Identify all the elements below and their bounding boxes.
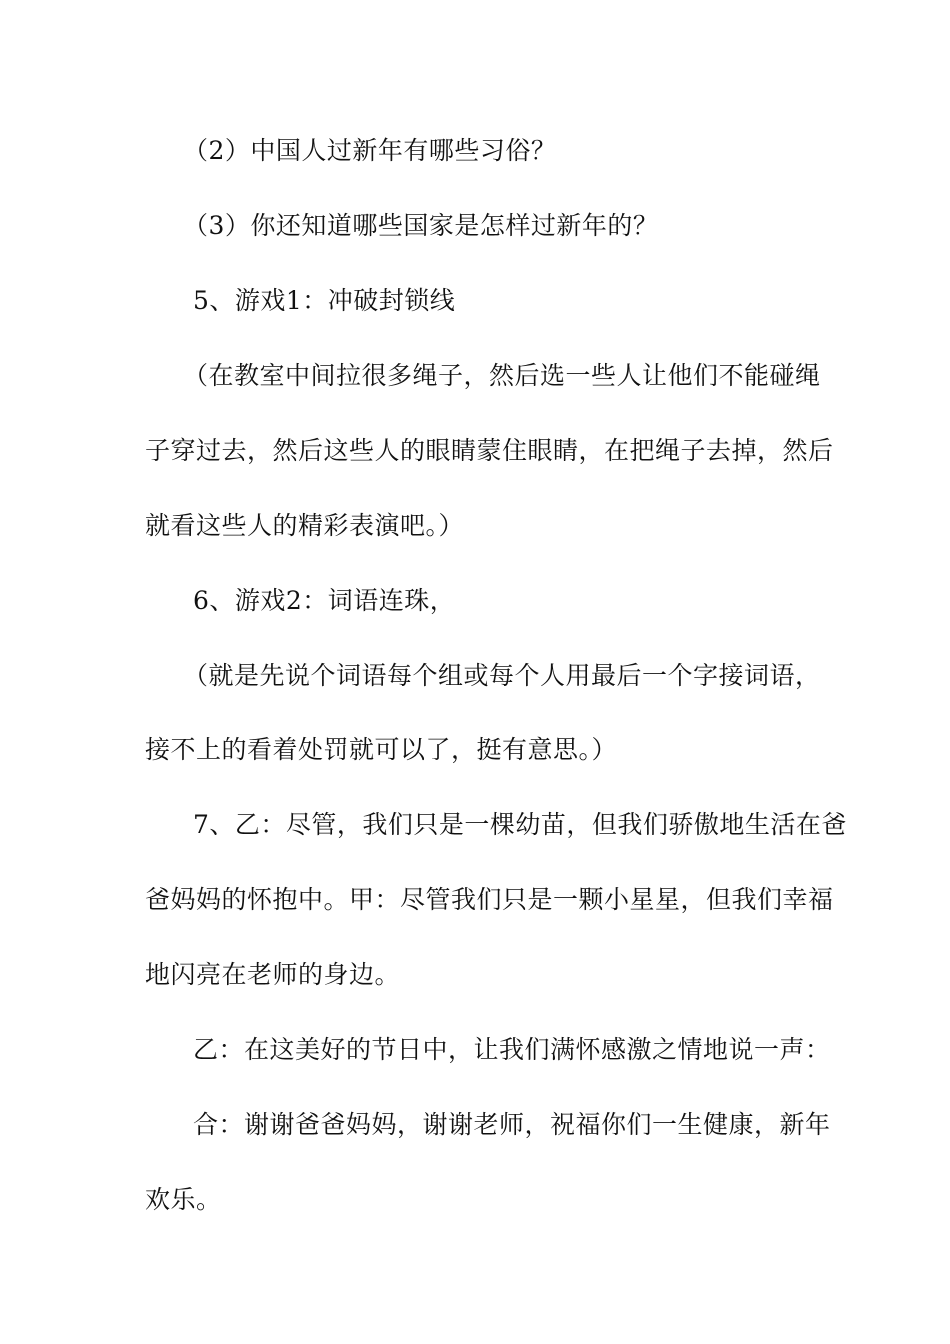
text-line: （2）中国人过新年有哪些习俗？ [183,136,557,165]
text-line: 爸妈妈的怀抱中。甲：尽管我们只是一颗小星星，但我们幸福 [145,885,834,914]
text-line: 就看这些人的精彩表演吧。） [145,511,465,540]
text-line: 乙：在这美好的节日中，让我们满怀感激之情地说一声： [193,1035,831,1064]
text-line: （3）你还知道哪些国家是怎样过新年的？ [183,211,659,240]
text-line: （就是先说个词语每个组或每个人用最后一个字接词语， [183,661,821,690]
text-line: 子穿过去，然后这些人的眼睛蒙住眼睛，在把绳子去掉，然后 [145,436,834,465]
text-line: 7、乙：尽管，我们只是一棵幼苗，但我们骄傲地生活在爸 [193,810,847,839]
text-line: 合：谢谢爸爸妈妈，谢谢老师，祝福你们一生健康，新年 [193,1110,831,1139]
text-line: 5、游戏1：冲破封锁线 [193,286,456,315]
text-line: 6、游戏2：词语连珠， [193,586,456,615]
text-line: （在教室中间拉很多绳子，然后选一些人让他们不能碰绳 [183,361,821,390]
text-line: 地闪亮在老师的身边。 [145,960,401,989]
text-line: 欢乐。 [145,1185,222,1214]
text-line: 接不上的看着处罚就可以了，挺有意思。） [145,735,618,764]
